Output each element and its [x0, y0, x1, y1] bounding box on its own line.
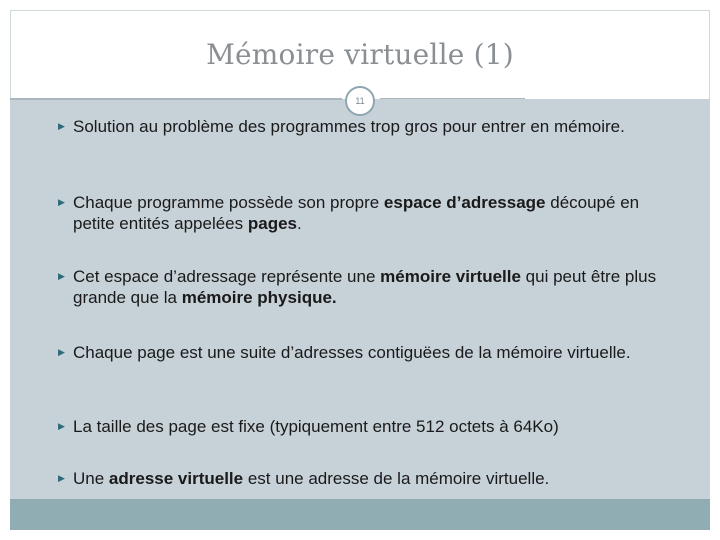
bullet-text: [58, 468, 668, 489]
bullet-text-bold: mémoire virtuelle: [380, 267, 521, 286]
arrow-bullet-icon: ▶: [58, 347, 65, 357]
bullet-text-part: Chaque programme possède son propre: [73, 193, 384, 212]
title-rule-left: [10, 98, 342, 100]
bullet-item: [58, 116, 668, 137]
slide-title: Mémoire virtuelle (1): [206, 38, 514, 71]
footer-bar: [10, 499, 710, 530]
bullet-text: [58, 266, 668, 308]
bullet-text-part: Chaque page est une suite d’adresses contiguëes de la mémoire virtuelle.: [73, 343, 631, 362]
arrow-bullet-icon: ▶: [58, 473, 65, 483]
bullet-text: [58, 416, 668, 437]
bullet-text-bold: espace d’adressage: [383, 193, 546, 212]
bullet-item: [58, 192, 668, 234]
bullet-item: [58, 416, 668, 437]
title-rule-right: [380, 98, 525, 99]
bullet-text: [58, 192, 668, 234]
bullet-text: [58, 342, 668, 363]
bullet-text-part: Solution au problème des programmes trop gros pour entrer en mémoire.: [73, 117, 625, 136]
bullet-text: [58, 116, 668, 137]
bullet-text-bold: adresse virtuelle: [108, 469, 244, 488]
bullet-text-part: est une adresse de la mémoire virtuelle.: [243, 469, 550, 488]
arrow-bullet-icon: ▶: [58, 121, 65, 131]
bullet-item: [58, 342, 668, 363]
bullet-text-bold: mémoire physique.: [181, 288, 337, 307]
arrow-bullet-icon: ▶: [58, 271, 65, 281]
bullet-item: [58, 266, 668, 308]
bullet-text-part: La taille des page est fixe (typiquement entre 512 octets à 64Ko): [73, 417, 559, 436]
bullet-text-part: Cet espace d’adressage représente une: [73, 267, 381, 286]
bullet-item: [58, 468, 668, 489]
bullet-text-bold: pages: [247, 214, 297, 233]
arrow-bullet-icon: ▶: [58, 421, 65, 431]
bullet-text-part: qui peut être plus grande que la: [73, 267, 657, 307]
arrow-bullet-icon: ▶: [58, 197, 65, 207]
bullet-text-part: .: [297, 214, 302, 233]
bullet-text-part: Une: [73, 469, 109, 488]
slide-number-badge: 11: [345, 86, 375, 116]
bullet-text-part: découpé en petite entités appelées: [73, 193, 640, 233]
